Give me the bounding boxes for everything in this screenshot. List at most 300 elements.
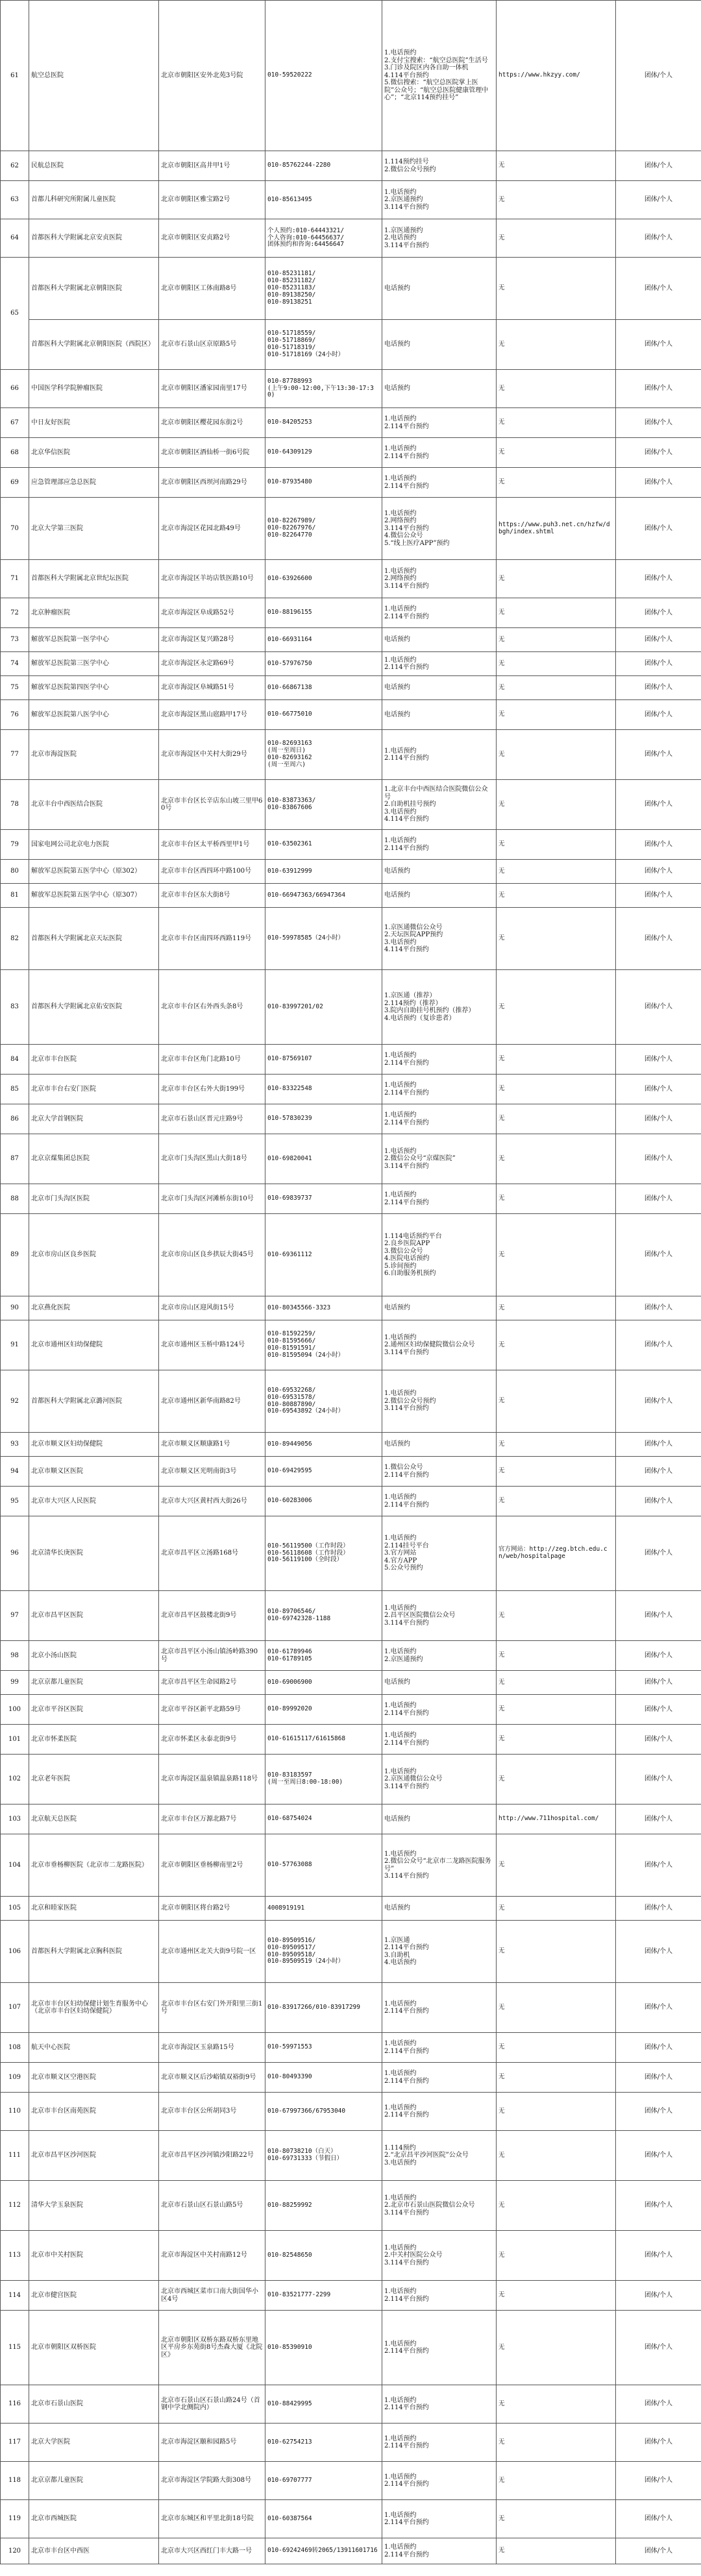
hospital-address: 北京市丰台区右安门外开阳里三街1号 [159, 1983, 265, 2033]
hospital-address: 北京市大兴区黄村西大街26号 [159, 1487, 265, 1516]
booking-methods-line: 1.电话预约 [384, 2396, 417, 2404]
hospital-phone [265, 1487, 382, 1516]
hospital-address: 北京市海淀区阜成路52号 [159, 598, 265, 628]
table-row [1, 2093, 701, 2131]
hospital-phone-line: 010-85762244-2280 [267, 162, 331, 169]
booking-methods-line: 2.京医通预约 [384, 1655, 423, 1663]
table-row [1, 1184, 701, 1214]
booking-methods-line: 4.官方APP [384, 1557, 417, 1564]
hospital-phone [265, 1184, 382, 1214]
hospital-website: 无 [497, 1671, 616, 1695]
hospital-phone-line: 010-89509519（24小时） [267, 1958, 345, 1965]
hospital-phone-line: 010-80738210（白天） [267, 2148, 337, 2156]
hospital-name: 北京市丰台医院 [29, 1045, 159, 1075]
row-number: 68 [1, 438, 29, 468]
row-number: 97 [1, 1591, 29, 1641]
service-scope: 团体/个人 [616, 2063, 701, 2093]
hospital-phone [265, 1320, 382, 1370]
booking-methods-line: 3.门诊及院区内各自助一体机 [384, 64, 469, 72]
booking-methods-line: 5.公众号预约 [384, 1564, 423, 1572]
hospital-phone [265, 320, 382, 370]
booking-methods-line: 3.官方网站 [384, 1549, 417, 1557]
hospital-phone [265, 2462, 382, 2500]
hospital-phone [265, 1134, 382, 1184]
hospital-phone [265, 1671, 382, 1695]
hospital-website: 无 [497, 1370, 616, 1433]
service-scope: 团体/个人 [616, 1641, 701, 1671]
hospital-phone-line: 010-69531578/ [267, 1393, 316, 1401]
hospital-phone [265, 1516, 382, 1591]
hospital-name: 北京市昌平区医院 [29, 1591, 159, 1641]
hospital-website: 无 [497, 408, 616, 438]
hospital-phone [265, 2385, 382, 2424]
hospital-phone-line: 010-85231183/ [267, 284, 316, 292]
booking-methods [382, 1134, 497, 1184]
booking-methods-line: 3.院内自助挂号机预约（推荐） [384, 1007, 475, 1014]
row-number: 104 [1, 1834, 29, 1897]
service-scope: 团体/个人 [616, 1591, 701, 1641]
hospital-phone-line: 010-85231182/ [267, 277, 316, 285]
hospital-name: 首都医科大学附属北京朝阳医院（西院区） [29, 320, 159, 370]
booking-methods-line: 2.114平台预约 [384, 2404, 429, 2411]
booking-methods-line: 1.电话预约 [384, 2288, 417, 2295]
booking-methods-line: 1.京医通微信公众号 [384, 923, 443, 931]
hospital-phone [265, 780, 382, 830]
row-number: 111 [1, 2131, 29, 2181]
booking-methods-line: 3.电话预约 [384, 808, 417, 816]
table-row [1, 2462, 701, 2500]
hospital-website: 无 [497, 2131, 616, 2181]
booking-methods [382, 2093, 497, 2131]
table-row [1, 2500, 701, 2538]
hospital-website: 无 [497, 1320, 616, 1370]
booking-methods-line: 4.114平台预约 [384, 816, 429, 823]
booking-methods-line: 1.京医通预约 [384, 226, 423, 234]
hospital-phone-line: 010-83917266/010-83917299 [267, 2003, 360, 2011]
hospital-address: 北京市海淀区玉泉路15号 [159, 2033, 265, 2063]
table-row [1, 1045, 701, 1075]
row-number: 96 [1, 1516, 29, 1591]
booking-methods [382, 700, 497, 730]
service-scope: 团体/个人 [616, 780, 701, 830]
table-row [1, 1075, 701, 1104]
booking-methods-line: 1.电话预约 [384, 2070, 417, 2077]
hospital-phone-line: 010-66775010 [267, 711, 312, 718]
booking-methods-line: 1.电话预约 [384, 1112, 417, 1119]
service-scope: 团体/个人 [616, 2385, 701, 2424]
table-row [1, 560, 701, 598]
hospital-phone-line: 010-56119100（全时段） [267, 1556, 343, 1564]
hospital-name: 首都医科大学附属北京天坛医院 [29, 908, 159, 970]
hospital-address: 北京市石景山区晋元庄路9号 [159, 1104, 265, 1134]
table-row [1, 830, 701, 860]
booking-methods [382, 2385, 497, 2424]
hospital-name: 北京航天总医院 [29, 1804, 159, 1834]
hospital-website: 无 [497, 468, 616, 498]
booking-methods-line: 3.114平台预约 [384, 1348, 429, 1356]
hospital-phone [265, 2231, 382, 2281]
hospital-phone [265, 1921, 382, 1983]
row-number: 62 [1, 151, 29, 181]
booking-methods [382, 1591, 497, 1641]
hospital-address: 北京市丰台区公所胡同3号 [159, 2093, 265, 2131]
booking-methods-line: 2.114平台预约 [384, 1709, 429, 1717]
hospital-phone-line: 010-89509516/ [267, 1936, 316, 1944]
hospital-phone-line: 010-63926600 [267, 574, 312, 582]
booking-methods-line: 2.114平台预约 [384, 1089, 429, 1097]
hospital-phone-line: 010-82264770 [267, 531, 312, 539]
hospital-phone [265, 2424, 382, 2462]
hospital-phone [265, 438, 382, 468]
booking-methods-line: 电话预约 [384, 284, 410, 292]
hospital-phone [265, 730, 382, 780]
hospital-phone-line: 010-69820041 [267, 1154, 312, 1162]
booking-methods [382, 1755, 497, 1804]
booking-methods [382, 1184, 497, 1214]
table-row [1, 908, 701, 970]
hospital-phone [265, 970, 382, 1045]
row-number: 103 [1, 1804, 29, 1834]
table-row [1, 780, 701, 830]
booking-methods [382, 1725, 497, 1755]
service-scope: 团体/个人 [616, 560, 701, 598]
hospital-phone [265, 1433, 382, 1457]
booking-methods [382, 1320, 497, 1370]
hospital-website: 无 [497, 1184, 616, 1214]
booking-methods-line: 1.电话预约 [384, 2000, 417, 2008]
booking-methods-line: 1.电话预约 [384, 2194, 417, 2202]
service-scope: 团体/个人 [616, 2538, 701, 2564]
hospital-website: 无 [497, 2311, 616, 2385]
service-scope: 团体/个人 [616, 1695, 701, 1725]
hospital-address: 北京市海淀区花园北路49号 [159, 498, 265, 560]
hospital-phone-line: 010-66931164 [267, 635, 312, 643]
booking-methods-line: 1.微信公众号 [384, 1464, 423, 1471]
table-row [1, 2033, 701, 2063]
booking-methods [382, 1641, 497, 1671]
booking-methods-line: 1.电话预约 [384, 1147, 417, 1155]
hospital-name: 北京市昌平区沙河医院 [29, 2131, 159, 2181]
service-scope: 团体/个人 [616, 700, 701, 730]
hospital-phone-line: 010-81595666/ [267, 1337, 316, 1345]
hospital-phone-line: 010-88259992 [267, 2201, 312, 2209]
table-row [1, 320, 701, 370]
hospital-website: 无 [497, 1755, 616, 1804]
table-row [1, 1433, 701, 1457]
booking-methods [382, 1897, 497, 1921]
hospital-website: 无 [497, 181, 616, 219]
booking-methods-line: 2.114平台预约 [384, 1119, 429, 1126]
service-scope: 团体/个人 [616, 1804, 701, 1834]
table-row [1, 1695, 701, 1725]
booking-methods-line: 电话预约 [384, 1904, 410, 1912]
hospital-phone-line: 010-69543892（24小时） [267, 1407, 345, 1415]
hospital-name: 北京市大兴区人民医院 [29, 1487, 159, 1516]
hospital-address: 北京市房山区迎风街15号 [159, 1296, 265, 1320]
booking-methods-line: 1.电话预约 [384, 2340, 417, 2348]
hospital-website: 无 [497, 1921, 616, 1983]
booking-methods-line: 1.电话预约 [384, 2435, 417, 2442]
hospital-website: 无 [497, 2500, 616, 2538]
row-number: 106 [1, 1921, 29, 1983]
row-number: 81 [1, 884, 29, 908]
hospital-website: 无 [497, 780, 616, 830]
hospital-address: 北京市丰台区万源北路7号 [159, 1804, 265, 1834]
booking-methods-line: 1.电话预约 [384, 1191, 417, 1198]
row-number: 92 [1, 1370, 29, 1433]
hospital-name: 北京大学医院 [29, 2424, 159, 2462]
row-number: 86 [1, 1104, 29, 1134]
hospital-phone-line: 010-67997366/67953040 [267, 2107, 346, 2115]
service-scope: 团体/个人 [616, 2424, 701, 2462]
hospital-name: 北京市顺义区医院 [29, 1457, 159, 1487]
service-scope: 团体/个人 [616, 1045, 701, 1075]
row-number: 66 [1, 370, 29, 408]
booking-methods [382, 676, 497, 700]
hospital-name: 解放军总医院第三医学中心 [29, 652, 159, 676]
booking-methods-line: 2.微信公众号预约 [384, 1397, 436, 1405]
booking-methods-line: 2.微信公众号预约 [384, 165, 436, 173]
hospital-website: 无 [497, 2093, 616, 2131]
hospital-address: 北京市丰台区太平桥西里甲1号 [159, 830, 265, 860]
hospital-address: 北京市丰台区长辛店东山坡三里甲60号 [159, 780, 265, 830]
hospital-phone-line: 010-82693163 [267, 740, 312, 747]
booking-methods-line: 1.电话预约 [384, 1390, 417, 1398]
hospital-name: 国家电网公司北京电力医院 [29, 830, 159, 860]
hospital-website: 无 [497, 1641, 616, 1671]
booking-methods [382, 1671, 497, 1695]
hospital-phone-line: 010-82267976/ [267, 524, 316, 532]
hospital-address: 北京市顺义区光明南街3号 [159, 1457, 265, 1487]
hospital-website: 无 [497, 628, 616, 652]
service-scope: 团体/个人 [616, 1897, 701, 1921]
booking-methods-line: 4.电话预约（复诊患者） [384, 1014, 456, 1022]
booking-methods [382, 1214, 497, 1296]
row-number: 101 [1, 1725, 29, 1755]
row-number: 95 [1, 1487, 29, 1516]
booking-methods-line: 1.电话预约 [384, 2473, 417, 2481]
booking-methods [382, 1921, 497, 1983]
hospital-phone-line: 010-61789946 [267, 1647, 312, 1655]
hospital-phone [265, 1755, 382, 1804]
hospital-website: 无 [497, 1045, 616, 1075]
row-number: 63 [1, 181, 29, 219]
service-scope: 团体/个人 [616, 676, 701, 700]
hospital-phone-line: 010-89449056 [267, 1440, 312, 1448]
booking-methods-line: 1.电话预约 [384, 2544, 417, 2551]
hospital-website: 无 [497, 2033, 616, 2063]
hospital-website: 无 [497, 884, 616, 908]
hospital-website: 无 [497, 700, 616, 730]
table-row [1, 2385, 701, 2424]
booking-methods-line: 2.京医通预约 [384, 196, 423, 204]
hospital-phone-line: 010-87788993 [267, 377, 312, 385]
booking-methods [382, 830, 497, 860]
booking-methods-line: 3.114平台预约 [384, 2209, 429, 2217]
row-number: 117 [1, 2424, 29, 2462]
hospital-phone-line: 010-69429595 [267, 1467, 312, 1475]
booking-methods [382, 2231, 497, 2281]
hospital-phone-line: 010-81591591/ [267, 1344, 316, 1352]
booking-methods-line: 3.114平台预约 [384, 524, 429, 532]
row-number: 82 [1, 908, 29, 970]
booking-methods-line: 1.电话预约 [384, 188, 417, 196]
booking-methods-line: 3.114平台预约 [384, 2259, 429, 2266]
row-number: 118 [1, 2462, 29, 2500]
hospital-website: 无 [497, 676, 616, 700]
hospital-website: 无 [497, 258, 616, 320]
booking-methods-line: 4.微信公众号 [384, 532, 423, 540]
table-row [1, 884, 701, 908]
hospital-phone-line: (周一至周六) [267, 760, 306, 768]
table-row [1, 1755, 701, 1804]
hospital-name: 首都医科大学附属北京潞河医院 [29, 1370, 159, 1433]
table-row [1, 1834, 701, 1897]
row-number: 107 [1, 1983, 29, 2033]
hospital-address: 北京市房山区良乡拱辰大街45号 [159, 1214, 265, 1296]
service-scope: 团体/个人 [616, 438, 701, 468]
hospital-name: 北京市平谷区医院 [29, 1695, 159, 1725]
booking-methods-line: 1.114预约 [384, 2144, 416, 2152]
booking-methods [382, 970, 497, 1045]
row-number: 112 [1, 2181, 29, 2231]
hospital-phone-line: 010-81592259/ [267, 1330, 316, 1338]
booking-methods [382, 598, 497, 628]
table-row [1, 1487, 701, 1516]
hospital-address: 北京市门头沟区河滩桥东街10号 [159, 1184, 265, 1214]
booking-methods-line: 2.114平台预约 [384, 2077, 429, 2085]
table-row [1, 498, 701, 560]
hospital-phone-line: 010-69839737 [267, 1195, 312, 1202]
hospital-name: 航天中心医院 [29, 2033, 159, 2063]
hospital-phone [265, 1897, 382, 1921]
table-row [1, 1370, 701, 1433]
booking-methods [382, 1075, 497, 1104]
booking-methods-line: 电话预约 [384, 892, 410, 899]
table-row [1, 258, 701, 320]
booking-methods-line: 2.114平台预约 [384, 2519, 429, 2526]
table-row [1, 1591, 701, 1641]
booking-methods [382, 2131, 497, 2181]
booking-methods-line: 1.电话预约 [384, 567, 417, 575]
service-scope: 团体/个人 [616, 1370, 701, 1433]
booking-methods-line: 1.电话预约 [384, 509, 417, 517]
hospital-phone [265, 370, 382, 408]
hospital-website: 无 [497, 1296, 616, 1320]
hospital-name: 北京市垂杨柳医院（北京市二龙路医院） [29, 1834, 159, 1897]
booking-methods [382, 2538, 497, 2564]
hospital-name: 北京市健宫医院 [29, 2281, 159, 2311]
booking-methods-line: 2.114平台预约 [384, 1501, 429, 1509]
booking-methods-line: 2.114平台预约 [384, 664, 429, 671]
booking-methods-line: 1.电话预约 [384, 1535, 417, 1542]
hospital-address: 北京市朝阳区将台路2号 [159, 1897, 265, 1921]
booking-methods-line: 电话预约 [384, 1679, 410, 1686]
hospital-phone-line: 个人预约:010-64443321/ [267, 226, 345, 234]
row-number: 114 [1, 2281, 29, 2311]
table-row [1, 1921, 701, 1983]
hospital-phone-line: 个人咨询:010-64456637/ [267, 234, 345, 241]
service-scope: 团体/个人 [616, 258, 701, 320]
hospital-phone [265, 1075, 382, 1104]
hospital-address: 北京市西城区菜市口南大街国华小区4号 [159, 2281, 265, 2311]
booking-methods [382, 1296, 497, 1320]
booking-methods-line: 电话预约 [384, 1815, 410, 1823]
hospital-website: 无 [497, 151, 616, 181]
booking-methods-line: 2.中关村医院公众号 [384, 2252, 443, 2259]
hospital-name: 北京小汤山医院 [29, 1641, 159, 1671]
hospital-name: 中国医学科学院肿瘤医院 [29, 370, 159, 408]
hospital-address: 北京市怀柔区永泰北街9号 [159, 1725, 265, 1755]
hospital-phone [265, 2033, 382, 2063]
booking-methods-line: 5.“线上医疗APP”预约 [384, 539, 450, 547]
row-number: 90 [1, 1296, 29, 1320]
service-scope: 团体/个人 [616, 1725, 701, 1755]
hospital-website: 无 [497, 830, 616, 860]
booking-methods [382, 438, 497, 468]
hospital-website: 无 [497, 1104, 616, 1134]
hospital-phone [265, 628, 382, 652]
booking-methods-line: 2.自助机挂号预约 [384, 801, 436, 808]
booking-methods-line: 电话预约 [384, 1440, 410, 1448]
service-scope: 团体/个人 [616, 1487, 701, 1516]
hospital-phone-line: 010-69361112 [267, 1250, 312, 1258]
hospital-phone-line: 010-85613495 [267, 195, 312, 203]
hospital-phone-line: 010-64309129 [267, 448, 312, 456]
hospital-phone-line: 010-87935480 [267, 478, 312, 486]
hospital-phone-line: 010-62754213 [267, 2438, 312, 2446]
table-row [1, 676, 701, 700]
hospital-phone [265, 1983, 382, 2033]
hospital-phone-line: 010-85390910 [267, 2343, 312, 2351]
booking-methods [382, 498, 497, 560]
hospital-address: 北京市门头沟区黑山大街18号 [159, 1134, 265, 1184]
table-row [1, 1104, 701, 1134]
hospital-address: 北京市昌平区沙河镇沙阳路22号 [159, 2131, 265, 2181]
table-row [1, 1, 701, 151]
hospital-address: 北京市丰台区角门北路10号 [159, 1045, 265, 1075]
hospital-phone [265, 468, 382, 498]
table-row [1, 181, 701, 219]
row-number: 110 [1, 2093, 29, 2131]
hospital-name: 解放军总医院第一医学中心 [29, 628, 159, 652]
table-row [1, 1296, 701, 1320]
row-number: 102 [1, 1755, 29, 1804]
booking-methods-line: 2.114平台预约 [384, 2047, 429, 2055]
booking-methods-line: 2.114平台预约 [384, 452, 429, 460]
booking-methods-line: 电话预约 [384, 385, 410, 393]
service-scope: 团体/个人 [616, 2093, 701, 2131]
booking-methods-line: 1.电话预约 [384, 1768, 417, 1775]
booking-methods-line: 3.电话预约 [384, 2159, 417, 2167]
hospital-phone-line: 010-57976750 [267, 659, 312, 667]
hospital-address: 北京市海淀区黑山扈路甲17号 [159, 700, 265, 730]
hospital-address: 北京市昌平区立汤路168号 [159, 1516, 265, 1591]
hospital-phone-line: 010-69242469转2065/13911601716 [267, 2547, 378, 2555]
hospital-phone-line: 010-69707777 [267, 2476, 312, 2484]
booking-methods [382, 1516, 497, 1591]
hospital-address: 北京市平谷区新平北路59号 [159, 1695, 265, 1725]
booking-methods-line: 2.114平台预约 [384, 2481, 429, 2488]
booking-methods [382, 1, 497, 151]
booking-methods [382, 560, 497, 598]
hospital-phone-line: 010-80345566-3323 [267, 1304, 331, 1311]
hospital-address: 北京市丰台区西四环中路100号 [159, 860, 265, 884]
table-row [1, 2311, 701, 2385]
hospital-website: 无 [497, 970, 616, 1045]
booking-methods [382, 219, 497, 258]
hospital-address: 北京市石景山区石景山路24号（首钢中学北侧院内） [159, 2385, 265, 2424]
